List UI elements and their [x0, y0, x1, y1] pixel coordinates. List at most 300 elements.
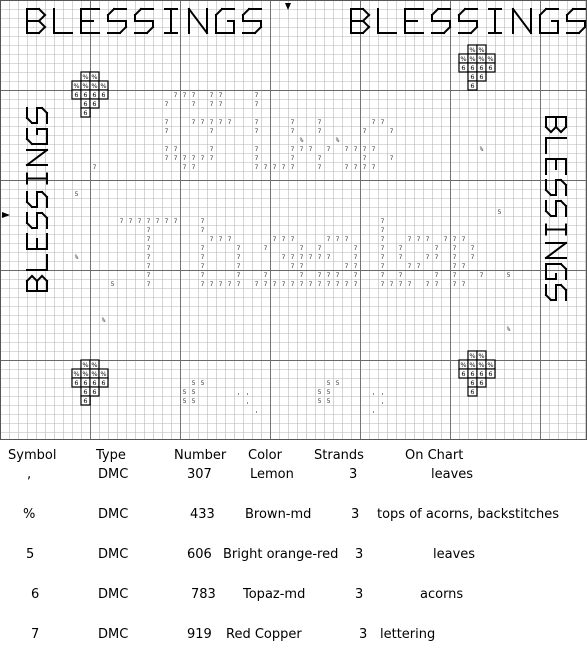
legend-symbol: 6 [31, 587, 40, 602]
legend-symbol: % [23, 507, 36, 522]
acorn-stitch [468, 378, 477, 387]
svg-text:6: 6 [83, 397, 88, 406]
acorn-stitch [81, 72, 90, 81]
acorn-stitch [477, 351, 486, 360]
chart-symbol: , [236, 389, 241, 396]
chart-symbol: 7 [398, 254, 403, 261]
svg-text:%: % [460, 361, 467, 370]
chart-symbol: 7 [353, 164, 358, 171]
chart-symbol: 7 [164, 128, 169, 135]
chart-symbol: 7 [290, 254, 295, 261]
center-arrow-top-icon [285, 3, 291, 10]
chart-symbol: 7 [299, 254, 304, 261]
svg-text:6: 6 [92, 100, 97, 109]
chart-symbol: 7 [434, 272, 439, 279]
svg-text:%: % [469, 352, 476, 361]
chart-symbol: 7 [281, 281, 286, 288]
lettering-glyph [27, 129, 47, 144]
chart-symbol: 7 [290, 281, 295, 288]
chart-symbol: 7 [254, 128, 259, 135]
svg-text:6: 6 [74, 379, 79, 388]
svg-text:6: 6 [83, 100, 88, 109]
legend-strands: 3 [355, 587, 364, 602]
chart-symbol: 7 [407, 263, 412, 270]
legend-type: DMC [98, 627, 129, 642]
chart-symbol: 7 [380, 272, 385, 279]
chart-symbol: 7 [236, 272, 241, 279]
chart-symbol: 7 [173, 92, 178, 99]
chart-symbol: 7 [146, 236, 151, 243]
chart-symbol: 7 [191, 119, 196, 126]
chart-symbol: 7 [326, 146, 331, 153]
legend-number: 606 [187, 547, 212, 562]
chart-symbol: 7 [380, 263, 385, 270]
svg-text:%: % [478, 55, 485, 64]
svg-text:6: 6 [83, 379, 88, 388]
acorn-stitch [459, 369, 468, 378]
acorn-stitch [81, 108, 90, 117]
chart-symbol: 7 [380, 254, 385, 261]
acorn-stitch [99, 90, 108, 99]
acorn-stitch [486, 54, 495, 63]
chart-symbol: 7 [263, 281, 268, 288]
chart-symbol: 7 [146, 254, 151, 261]
legend-row-307 [0, 467, 587, 485]
chart-symbol: 7 [173, 155, 178, 162]
legend-color: Lemon [250, 467, 294, 482]
lettering-glyph [243, 9, 261, 33]
chart-symbol: 7 [290, 119, 295, 126]
chart-symbol: 7 [182, 155, 187, 162]
legend-strands: 3 [355, 547, 364, 562]
svg-text:6: 6 [488, 370, 493, 379]
svg-text:6: 6 [470, 64, 475, 73]
chart-symbol: 7 [200, 272, 205, 279]
chart-symbol: 7 [263, 245, 268, 252]
chart-symbol: 7 [146, 227, 151, 234]
lettering-glyph [405, 9, 423, 33]
chart-symbol: 7 [218, 101, 223, 108]
acorn-stitch [486, 369, 495, 378]
acorn-stitch [468, 81, 477, 90]
chart-symbol: 7 [272, 236, 277, 243]
lettering-word [351, 9, 585, 33]
chart-symbol: 7 [380, 281, 385, 288]
chart-symbol: 5 [335, 380, 340, 387]
chart-symbol: 7 [173, 218, 178, 225]
chart-symbol: 7 [227, 281, 232, 288]
lettering-glyph [135, 9, 153, 33]
legend-color: Topaz-md [243, 587, 306, 602]
chart-symbol: 7 [281, 236, 286, 243]
chart-symbol: 7 [335, 272, 340, 279]
chart-symbol: 7 [164, 101, 169, 108]
acorn-motif [459, 45, 495, 90]
chart-symbol: 7 [146, 263, 151, 270]
acorn-stitch [468, 72, 477, 81]
legend-type: DMC [98, 467, 129, 482]
lettering-glyph [216, 9, 234, 33]
chart-symbol: 5 [200, 380, 205, 387]
legend-type: DMC [98, 547, 129, 562]
chart-symbol: 7 [479, 272, 484, 279]
chart-symbol: 7 [335, 236, 340, 243]
svg-text:%: % [91, 73, 98, 82]
chart-symbol: 7 [317, 254, 322, 261]
svg-text:%: % [91, 361, 98, 370]
acorn-stitch [486, 360, 495, 369]
acorn-stitch [81, 90, 90, 99]
chart-symbol: % [479, 146, 484, 153]
chart-symbol: 5 [191, 380, 196, 387]
svg-text:%: % [91, 82, 98, 91]
svg-text:6: 6 [92, 91, 97, 100]
chart-symbol: 7 [299, 272, 304, 279]
chart-symbol: % [506, 326, 511, 333]
acorn-stitch [90, 360, 99, 369]
chart-symbol: % [335, 137, 340, 144]
svg-text:6: 6 [479, 370, 484, 379]
svg-text:%: % [82, 73, 89, 82]
acorn-stitch [477, 72, 486, 81]
svg-text:%: % [478, 46, 485, 55]
chart-symbol: 7 [452, 254, 457, 261]
acorn-stitch [468, 369, 477, 378]
acorn-stitch [81, 387, 90, 396]
chart-symbol: 7 [200, 245, 205, 252]
chart-symbol: 7 [254, 155, 259, 162]
chart-symbol: % [299, 137, 304, 144]
lettering-glyph [459, 9, 477, 33]
chart-symbol: 7 [344, 164, 349, 171]
chart-symbol: 7 [452, 263, 457, 270]
chart-symbol: 5 [182, 398, 187, 405]
chart-symbol: 7 [227, 236, 232, 243]
legend-number: 433 [190, 507, 215, 522]
chart-symbol: 7 [434, 245, 439, 252]
acorn-stitch [90, 72, 99, 81]
chart-symbol: 7 [236, 254, 241, 261]
lettering-glyph [567, 9, 585, 33]
acorn-stitch [468, 351, 477, 360]
acorn-stitch [477, 63, 486, 72]
chart-symbol: 7 [281, 254, 286, 261]
chart-symbol: 7 [461, 281, 466, 288]
chart-symbol: 7 [380, 227, 385, 234]
chart-symbol: 7 [191, 101, 196, 108]
chart-symbol: 7 [200, 227, 205, 234]
acorn-stitch [81, 99, 90, 108]
chart-symbol: , [371, 407, 376, 414]
chart-symbol: 7 [200, 218, 205, 225]
legend-symbol: 7 [31, 627, 40, 642]
chart-symbol: 7 [218, 281, 223, 288]
chart-symbol: 7 [236, 245, 241, 252]
svg-text:6: 6 [470, 388, 475, 397]
lettering-glyph [546, 138, 566, 153]
chart-symbol: 7 [254, 101, 259, 108]
acorn-stitch [72, 369, 81, 378]
chart-symbol: , [380, 398, 385, 405]
chart-symbol: 7 [290, 164, 295, 171]
chart-symbol: 7 [461, 236, 466, 243]
chart-symbol: 7 [371, 146, 376, 153]
svg-text:%: % [91, 370, 98, 379]
chart-symbol: 7 [362, 146, 367, 153]
lettering-glyph [27, 108, 47, 123]
acorn-stitch [468, 360, 477, 369]
chart-symbol: 7 [398, 272, 403, 279]
legend-header-symbol: Symbol [8, 448, 57, 463]
chart-symbol: 7 [290, 236, 295, 243]
chart-symbol: 7 [164, 119, 169, 126]
chart-symbol: 7 [380, 119, 385, 126]
lettering-word [27, 9, 261, 33]
chart-symbol: 7 [137, 218, 142, 225]
legend-on-chart: lettering [380, 627, 436, 642]
chart-symbol: 7 [290, 155, 295, 162]
acorn-stitch [99, 81, 108, 90]
legend-header-type: Type [96, 448, 126, 463]
chart-symbol: 7 [200, 254, 205, 261]
legend-strands: 3 [359, 627, 368, 642]
chart-symbol: 7 [92, 164, 97, 171]
chart-symbol: 7 [254, 146, 259, 153]
chart-symbol: 7 [452, 272, 457, 279]
acorn-stitch [81, 369, 90, 378]
lettering-glyph [81, 9, 99, 33]
legend-type: DMC [98, 587, 129, 602]
svg-text:%: % [469, 361, 476, 370]
chart-symbol: 7 [434, 254, 439, 261]
chart-symbol: 7 [146, 272, 151, 279]
lettering-glyph [546, 117, 566, 132]
chart-symbol: 7 [182, 92, 187, 99]
legend-number: 307 [187, 467, 212, 482]
chart-symbol: 7 [164, 155, 169, 162]
legend-symbol: , [27, 467, 32, 482]
acorn-stitch [459, 54, 468, 63]
chart-symbol: 7 [317, 245, 322, 252]
chart-symbol: 5 [182, 389, 187, 396]
svg-text:%: % [82, 361, 89, 370]
chart-symbol: 7 [209, 236, 214, 243]
chart-symbol: 5 [191, 389, 196, 396]
legend-type: DMC [98, 507, 129, 522]
chart-symbol: 7 [218, 92, 223, 99]
chart-symbol: 7 [146, 281, 151, 288]
chart-symbol: 7 [380, 218, 385, 225]
svg-text:6: 6 [479, 73, 484, 82]
chart-symbol: 7 [389, 128, 394, 135]
chart-symbol: % [74, 254, 79, 261]
svg-text:6: 6 [479, 64, 484, 73]
acorn-stitch [72, 378, 81, 387]
chart-symbol: 7 [218, 119, 223, 126]
acorn-stitch [459, 63, 468, 72]
acorn-stitch [477, 45, 486, 54]
chart-symbol: 7 [290, 128, 295, 135]
svg-text:%: % [469, 55, 476, 64]
chart-symbol: 7 [209, 155, 214, 162]
svg-text:%: % [478, 352, 485, 361]
chart-symbol: , [254, 407, 259, 414]
chart-symbol: , [245, 389, 250, 396]
chart-symbol: 7 [164, 146, 169, 153]
chart-symbol: 7 [353, 245, 358, 252]
chart-symbol: , [371, 389, 376, 396]
chart-symbol: 7 [308, 146, 313, 153]
legend-row-919 [0, 627, 587, 645]
chart-symbol: 7 [389, 155, 394, 162]
legend-number: 919 [187, 627, 212, 642]
chart-symbol: 7 [452, 245, 457, 252]
chart-symbol: 7 [200, 119, 205, 126]
svg-text:6: 6 [83, 388, 88, 397]
chart-symbol: 7 [209, 101, 214, 108]
chart-symbol: 7 [470, 245, 475, 252]
chart-symbol: 5 [326, 398, 331, 405]
acorn-stitch [90, 369, 99, 378]
chart-symbol: 7 [290, 263, 295, 270]
lettering-glyph [27, 234, 47, 249]
chart-symbol: 7 [263, 164, 268, 171]
chart-symbol: 7 [452, 236, 457, 243]
chart-symbol: 7 [317, 164, 322, 171]
chart-symbol: 7 [191, 155, 196, 162]
chart-symbol: 7 [389, 281, 394, 288]
acorn-stitch [81, 378, 90, 387]
chart-symbol: 7 [299, 281, 304, 288]
chart-symbol: 7 [299, 245, 304, 252]
chart-symbol: 7 [371, 119, 376, 126]
lettering-glyph [432, 9, 450, 33]
chart-symbol: 7 [227, 119, 232, 126]
svg-text:6: 6 [470, 379, 475, 388]
lettering-glyph [546, 180, 566, 195]
acorn-motif [72, 72, 108, 117]
legend-strands: 3 [351, 507, 360, 522]
chart-symbol: 7 [209, 92, 214, 99]
chart-symbol: 7 [326, 236, 331, 243]
chart-symbol: 5 [191, 398, 196, 405]
acorn-stitch [90, 99, 99, 108]
legend-row-433 [0, 507, 587, 525]
svg-text:6: 6 [92, 388, 97, 397]
legend-header-on-chart: On Chart [405, 448, 464, 463]
chart-symbol: 7 [308, 281, 313, 288]
chart-symbol: 7 [155, 218, 160, 225]
chart-symbol: 5 [506, 272, 511, 279]
acorn-stitch [90, 387, 99, 396]
chart-symbol: 7 [362, 155, 367, 162]
chart-symbol: 7 [317, 272, 322, 279]
acorn-stitch [477, 54, 486, 63]
legend-row-606 [0, 547, 587, 565]
center-arrow-left-icon [2, 212, 10, 218]
legend-on-chart: leaves [431, 467, 474, 482]
lettering-glyph [27, 255, 47, 270]
legend-header-number: Number [174, 448, 227, 463]
chart-symbol: 7 [272, 164, 277, 171]
svg-text:6: 6 [461, 370, 466, 379]
acorn-stitch [477, 369, 486, 378]
lettering-glyph [27, 174, 47, 184]
chart-symbol: 7 [146, 245, 151, 252]
chart-symbol: 7 [191, 92, 196, 99]
acorn-stitch [90, 81, 99, 90]
svg-text:%: % [82, 370, 89, 379]
acorn-motif [459, 351, 495, 396]
chart-symbol: 7 [407, 281, 412, 288]
chart-symbol: 7 [218, 236, 223, 243]
acorn-stitch [72, 90, 81, 99]
svg-text:%: % [82, 82, 89, 91]
chart-symbol: 7 [461, 263, 466, 270]
chart-symbol: 7 [299, 146, 304, 153]
chart-symbol: 5 [497, 209, 502, 216]
chart-symbol: 7 [173, 146, 178, 153]
svg-text:6: 6 [461, 64, 466, 73]
legend-on-chart: acorns [420, 587, 464, 602]
legend-row-783 [0, 587, 587, 605]
acorn-stitch [468, 54, 477, 63]
chart-symbol: 7 [317, 128, 322, 135]
svg-text:6: 6 [470, 82, 475, 91]
chart-symbol: 7 [191, 164, 196, 171]
chart-symbol: 5 [110, 281, 115, 288]
chart-symbol: 7 [290, 146, 295, 153]
svg-text:%: % [487, 361, 494, 370]
blessings-backstitch-lettering [27, 9, 585, 300]
legend-strands: 3 [349, 467, 358, 482]
chart-symbol: 7 [146, 218, 151, 225]
chart-symbol: 7 [200, 263, 205, 270]
lettering-glyph [54, 9, 72, 33]
legend-symbol: 5 [26, 547, 35, 562]
svg-text:%: % [73, 82, 80, 91]
chart-symbol: 5 [317, 389, 322, 396]
chart-symbols [75, 92, 511, 414]
chart-symbol: 7 [182, 164, 187, 171]
svg-text:6: 6 [83, 91, 88, 100]
chart-symbol: 7 [416, 263, 421, 270]
svg-text:6: 6 [101, 91, 106, 100]
chart-symbol: 5 [326, 389, 331, 396]
legend-color: Red Copper [226, 627, 302, 642]
acorn-stitch [486, 63, 495, 72]
legend-on-chart: leaves [433, 547, 476, 562]
svg-text:6: 6 [470, 73, 475, 82]
svg-text:6: 6 [74, 91, 79, 100]
chart-symbol: 7 [353, 263, 358, 270]
chart-symbol: 7 [344, 236, 349, 243]
lettering-glyph [513, 9, 531, 33]
chart-symbol: 7 [326, 272, 331, 279]
acorn-stitch [468, 45, 477, 54]
chart-symbol: 7 [299, 263, 304, 270]
chart-symbol: 7 [209, 146, 214, 153]
chart-symbol: 7 [398, 281, 403, 288]
chart-symbol: 7 [308, 254, 313, 261]
chart-symbol: 7 [398, 245, 403, 252]
chart-symbol: 7 [317, 281, 322, 288]
chart-symbol: 7 [380, 245, 385, 252]
chart-symbol: 7 [425, 254, 430, 261]
chart-symbol: 7 [425, 281, 430, 288]
chart-symbol: 7 [281, 164, 286, 171]
acorn-stitch [477, 360, 486, 369]
